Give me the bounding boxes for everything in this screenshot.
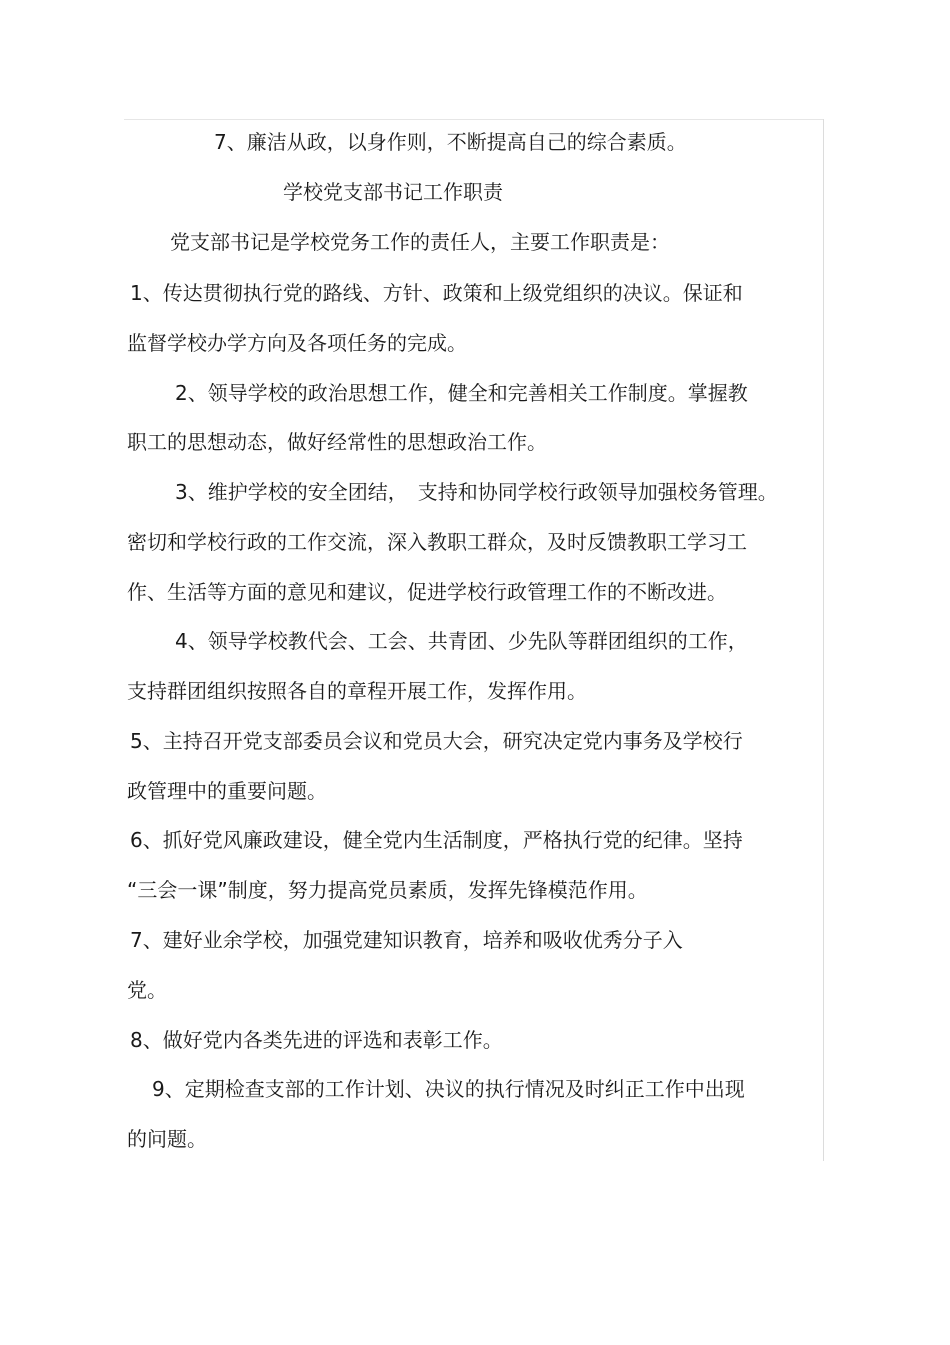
text-line-item-7-integrity: 7、廉洁从政，以身作则，不断提高自己的综合素质。 — [214, 130, 687, 154]
duty-5-line-1: 5、主持召开党支部委员会议和党员大会，研究决定党内事务及学校行 — [130, 729, 743, 753]
duty-5-line-2: 政管理中的重要问题。 — [127, 779, 327, 803]
intro-paragraph: 党支部书记是学校党务工作的责任人，主要工作职责是： — [170, 230, 670, 254]
duty-8-line-1: 8、做好党内各类先进的评选和表彰工作。 — [130, 1028, 503, 1052]
duty-9-line-1: 9、定期检查支部的工作计划、决议的执行情况及时纠正工作中出现 — [152, 1077, 745, 1101]
duty-3-line-2: 密切和学校行政的工作交流，深入教职工群众，及时反馈教职工学习工 — [127, 530, 747, 554]
duty-6-line-1: 6、抓好党风廉政建设，健全党内生活制度，严格执行党的纪律。坚持 — [130, 828, 743, 852]
duty-9-line-2: 的问题。 — [127, 1127, 207, 1151]
section-heading: 学校党支部书记工作职责 — [283, 180, 503, 204]
duty-4-line-2: 支持群团组织按照各自的章程开展工作，发挥作用。 — [127, 679, 587, 703]
page-border-top — [124, 119, 824, 120]
duty-4-line-1: 4、领导学校教代会、工会、共青团、少先队等群团组织的工作， — [175, 629, 748, 653]
duty-7-line-1: 7、建好业余学校，加强党建知识教育，培养和吸收优秀分子入 — [130, 928, 683, 952]
duty-2-line-2: 职工的思想动态，做好经常性的思想政治工作。 — [127, 430, 547, 454]
duty-6-line-2: “三会一课”制度，努力提高党员素质，发挥先锋模范作用。 — [127, 878, 648, 902]
duty-3-line-3: 作、生活等方面的意见和建议，促进学校行政管理工作的不断改进。 — [127, 580, 727, 604]
page-border-right — [823, 119, 824, 1161]
duty-3-line-1: 3、维护学校的安全团结， 支持和协同学校行政领导加强校务管理。 — [175, 480, 778, 504]
duty-2-line-1: 2、领导学校的政治思想工作，健全和完善相关工作制度。掌握教 — [175, 381, 748, 405]
duty-1-line-1: 1、传达贯彻执行党的路线、方针、政策和上级党组织的决议。保证和 — [130, 281, 743, 305]
duty-7-line-2: 党。 — [127, 978, 167, 1002]
duty-1-line-2: 监督学校办学方向及各项任务的完成。 — [127, 331, 467, 355]
